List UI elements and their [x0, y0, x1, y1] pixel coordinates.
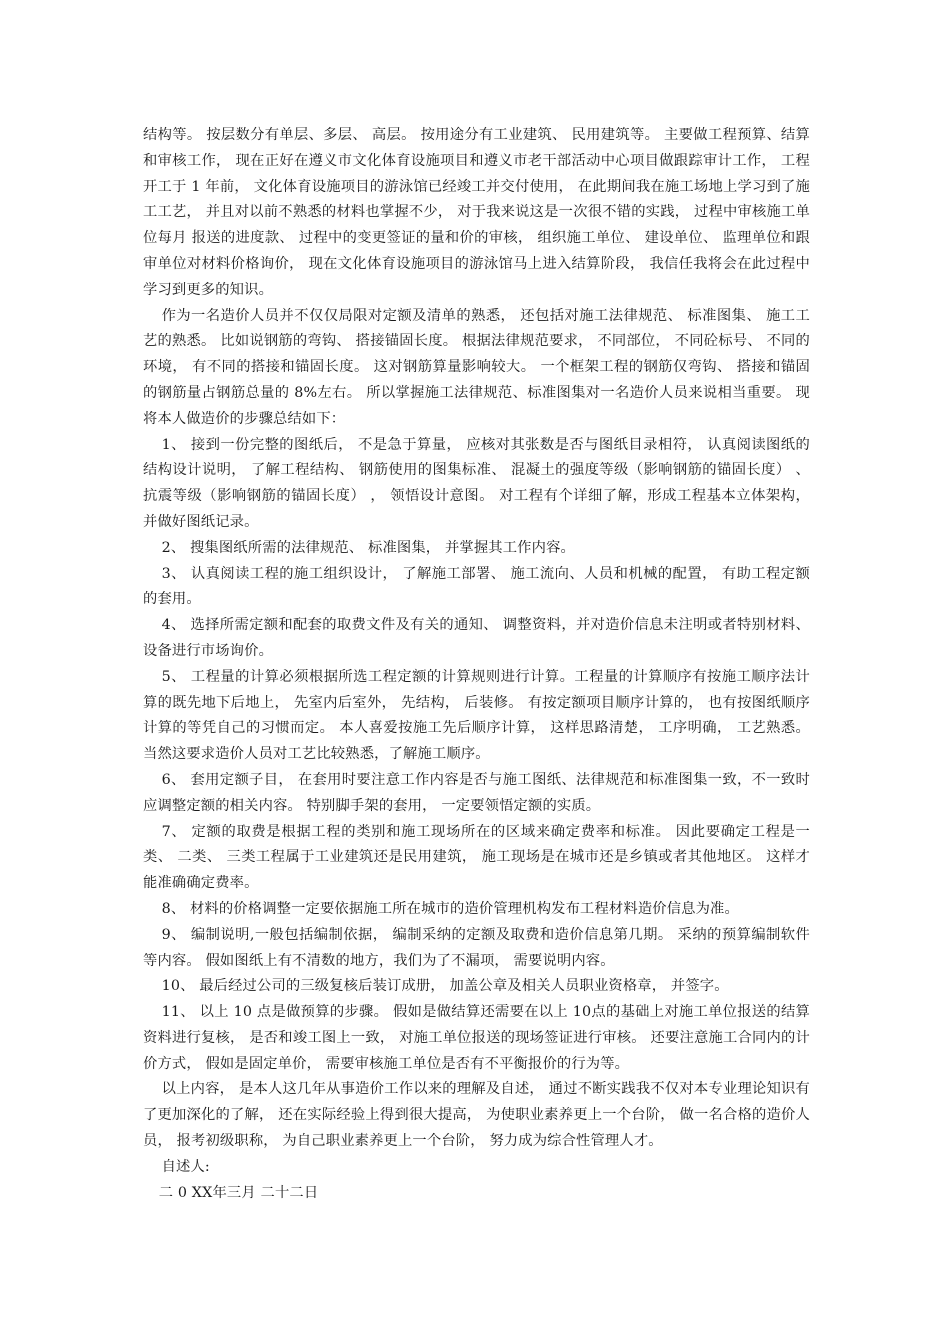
- step-item-8: 8、 材料的价格调整一定要依据施工所在城市的造价管理机构发布工程材料造价信息为准。: [161, 900, 739, 917]
- step-item-4: 4、 选择所需定额和配套的取费文件及有关的通知、 调整资料，并对造价信息未注明或者特别材料、 设备进行市场询价。: [143, 617, 810, 659]
- step-item-3: 3、 认真阅读工程的施工组织设计， 了解施工部署、 施工流向、人员和机械的配置， 有助工程定额的套用。: [143, 565, 810, 608]
- step-item-5: 5、 工程量的计算必须根据所选工程定额的计算规则进行计算。工程量的计算顺序有按施工顺序法计算的既先地下后地上， 先室内后室外， 先结构， 后装修。 有按定额项目顺序计算的， 也有按图纸顺序计算的等凭自己的习惯而定。 本人喜爱按施工先后顺序计算， 这样思路清楚， 工序明确， 工艺熟悉。 当然这要求造价人员对工艺比较熟悉，了解施工顺序。: [143, 668, 810, 763]
- paragraph-cost-engineer-knowledge: 作为一名造价人员并不仅仅局限对定额及清单的熟悉， 还包括对施工法律规范、 标准图集、 施工工艺的熟悉。 比如说钢筋的弯钩、 搭接锚固长度。 根据法律规范要求， 不同部位， 不同砼标号、 不同的环境， 有不同的搭接和锚固长度。 这对钢筋算量影响较大。 一个框架工程的钢筋仅弯钩、 搭接和锚固的钢筋量占钢筋总量的 8%左右。 所以掌握施工法律规范、标准图集对一名造价人员来说相当重要。 现将本人做造价的步骤总结如下：: [143, 307, 810, 427]
- step-item-11: 11、 以上 10 点是做预算的步骤。 假如是做结算还需要在以上 10点的基础上对施工单位报送的结算资料进行复核， 是否和竣工图上一致， 对施工单位报送的现场签证进行审核。 还要注意施工合同内的计价方式， 假如是固定单价， 需要审核施工单位是否有不平衡报价的行为等。: [143, 1004, 810, 1072]
- step-item-9: 9、 编制说明,一般包括编制依据， 编制采纳的定额及取费和造价信息第几期。 采纳的预算编制软件等内容。 假如图纸上有不清数的地方，我们为了不漏项， 需要说明内容。: [143, 926, 810, 969]
- step-item-10: 10、 最后经过公司的三级复核后装订成册， 加盖公章及相关人员职业资格章， 并签字。: [161, 978, 729, 995]
- step-item-7: 7、 定额的取费是根据工程的类别和施工现场所在的区域来确定费率和标准。 因此要确定工程是一类、 二类、 三类工程属于工业建筑还是民用建筑， 施工现场是在城市还是乡镇或者其他地区。 这样才能准确确定费率。: [143, 823, 810, 892]
- paragraph-conclusion: 以上内容， 是本人这几年从事造价工作以来的理解及自述， 通过不断实践我不仅对本专业理论知识有了更加深化的了解， 还在实际经验上得到很大提高， 为使职业素养更上一个台阶， 做一名合格的造价人员， 报考初级职称， 为自己职业素养更上一个台阶， 努力成为综合性管理人才。: [143, 1081, 810, 1150]
- signature-label: 自述人:: [161, 1158, 210, 1175]
- document-body: [143, 123, 810, 1206]
- paragraph-intro-continuation: 结构等。 按层数分有单层、多层、 高层。 按用途分有工业建筑、 民用建筑等。 主要做工程预算、结算和审核工作， 现在正好在遵义市文化体育设施项目和遵义市老干部活动中心项目做跟踪审计工作， 工程开工于 1 年前， 文化体育设施项目的游泳馆已经竣工并交付使用， 在此期间我在施工场地上学习到了施工工艺， 并且对以前不熟悉的材料也掌握不少， 对于我来说这是一次很不错的实践， 过程中审核施工单位每月 报送的进度款、 过程中的变更签证的量和价的审核， 组织施工单位、 建设单位、 监理单位和跟审单位对材料价格询价， 现在文化体育设施项目的游泳馆马上进入结算阶段， 我信任我将会在此过程中学习到更多的知识。: [143, 127, 810, 298]
- document-date: 二 0 XX年三月 二十二日: [158, 1184, 319, 1201]
- step-item-2: 2、 搜集图纸所需的法律规范、 标准图集， 并掌握其工作内容。: [161, 539, 575, 556]
- step-item-1: 1、 接到一份完整的图纸后， 不是急于算量， 应核对其张数是否与图纸目录相符， 认真阅读图纸的结构设计说明， 了解工程结构、 钢筋使用的图集标准、 混凝土的强度等级（影响钢筋的锚固长度） 、 抗震等级（影响钢筋的锚固长度） ， 领悟设计意图。 对工程有个详细了解，形成工程基本立体架构， 并做好图纸记录。: [143, 436, 810, 530]
- step-item-6: 6、 套用定额子目， 在套用时要注意工作内容是否与施工图纸、法律规范和标准图集一致，不一致时应调整定额的相关内容。 特别脚手架的套用， 一定要领悟定额的实质。: [143, 771, 810, 814]
